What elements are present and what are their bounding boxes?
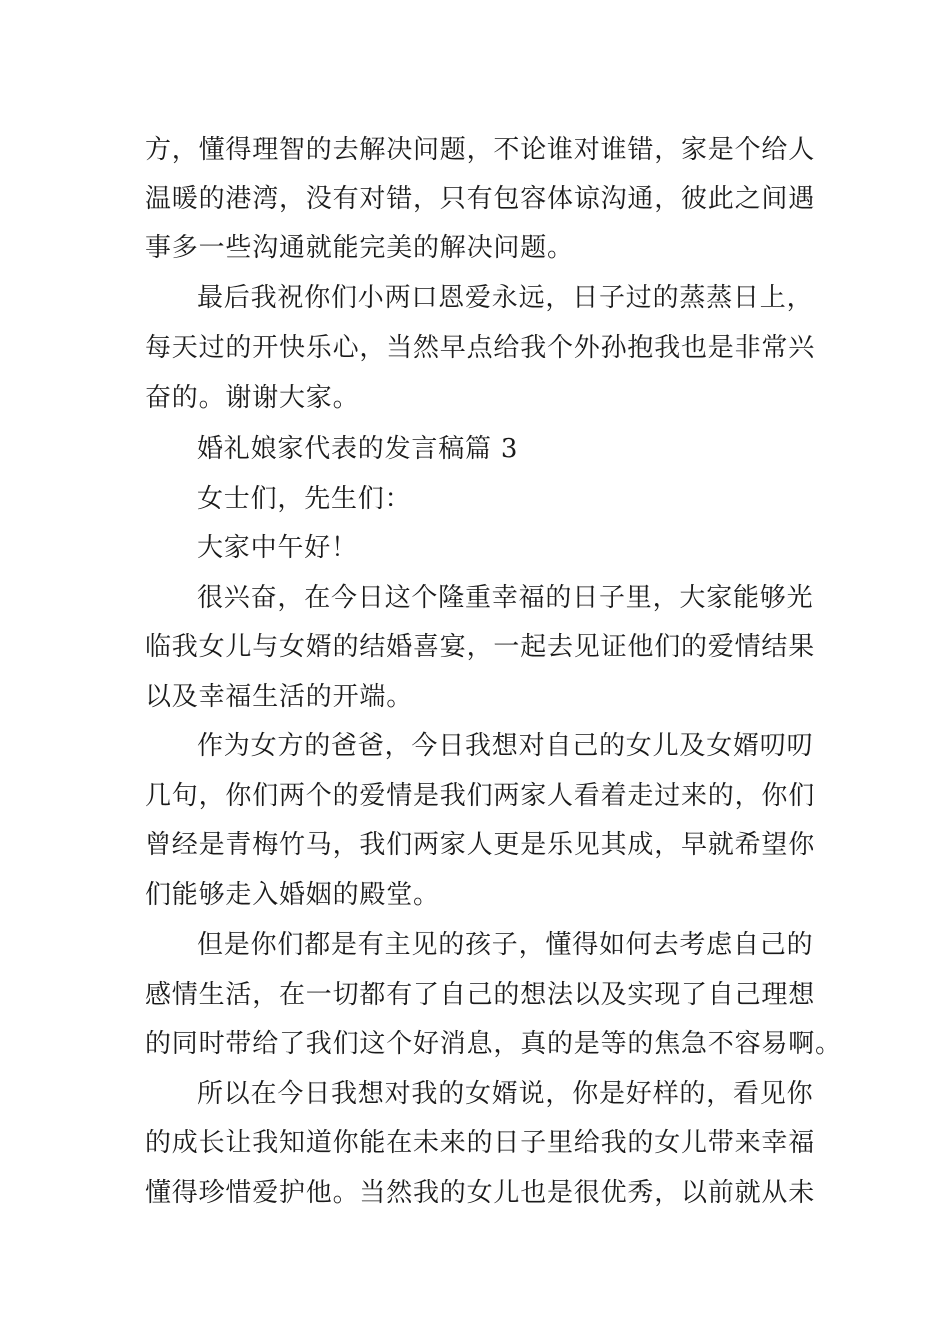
text-line: 温暖的港湾，没有对错，只有包容体谅沟通，彼此之间遇 [145, 184, 816, 214]
text-line: 很兴奋，在今日这个隆重幸福的日子里，大家能够光 [197, 583, 814, 613]
text-line: 曾经是青梅竹马，我们两家人更是乐见其成，早就希望你 [145, 830, 816, 860]
text-line: 的同时带给了我们这个好消息，真的是等的焦急不容易啊。 [145, 1029, 842, 1059]
greeting: 大家中午好！ [197, 533, 358, 563]
text-line: 几句，你们两个的爱情是我们两家人看着走过来的，你们 [145, 781, 816, 811]
text-line: 作为女方的爸爸，今日我想对自己的女儿及女婿叨叨 [197, 731, 814, 761]
text-line: 临我女儿与女婿的结婚喜宴，一起去见证他们的爱情结果 [145, 632, 816, 662]
text-line: 的成长让我知道你能在未来的日子里给我的女儿带来幸福 [145, 1128, 816, 1158]
text-line: 每天过的开快乐心，当然早点给我个外孙抱我也是非常兴 [145, 333, 816, 363]
text-line: 所以在今日我想对我的女婿说，你是好样的，看见你 [197, 1079, 814, 1109]
section-heading: 婚礼娘家代表的发言稿篇 3 [197, 434, 519, 464]
text-line: 奋的。谢谢大家。 [145, 383, 360, 413]
text-line: 方，懂得理智的去解决问题，不论谁对谁错，家是个给人 [145, 135, 816, 165]
text-line: 感情生活，在一切都有了自己的想法以及实现了自己理想 [145, 980, 816, 1010]
text-line: 懂得珍惜爱护他。当然我的女儿也是很优秀，以前就从未 [145, 1178, 816, 1208]
salutation: 女士们，先生们： [197, 484, 412, 514]
text-line: 但是你们都是有主见的孩子，懂得如何去考虑自己的 [197, 930, 814, 960]
text-line: 们能够走入婚姻的殿堂。 [145, 880, 440, 910]
text-line: 最后我祝你们小两口恩爱永远，日子过的蒸蒸日上， [197, 283, 814, 313]
text-line: 事多一些沟通就能完美的解决问题。 [145, 233, 574, 263]
text-line: 以及幸福生活的开端。 [145, 682, 414, 712]
